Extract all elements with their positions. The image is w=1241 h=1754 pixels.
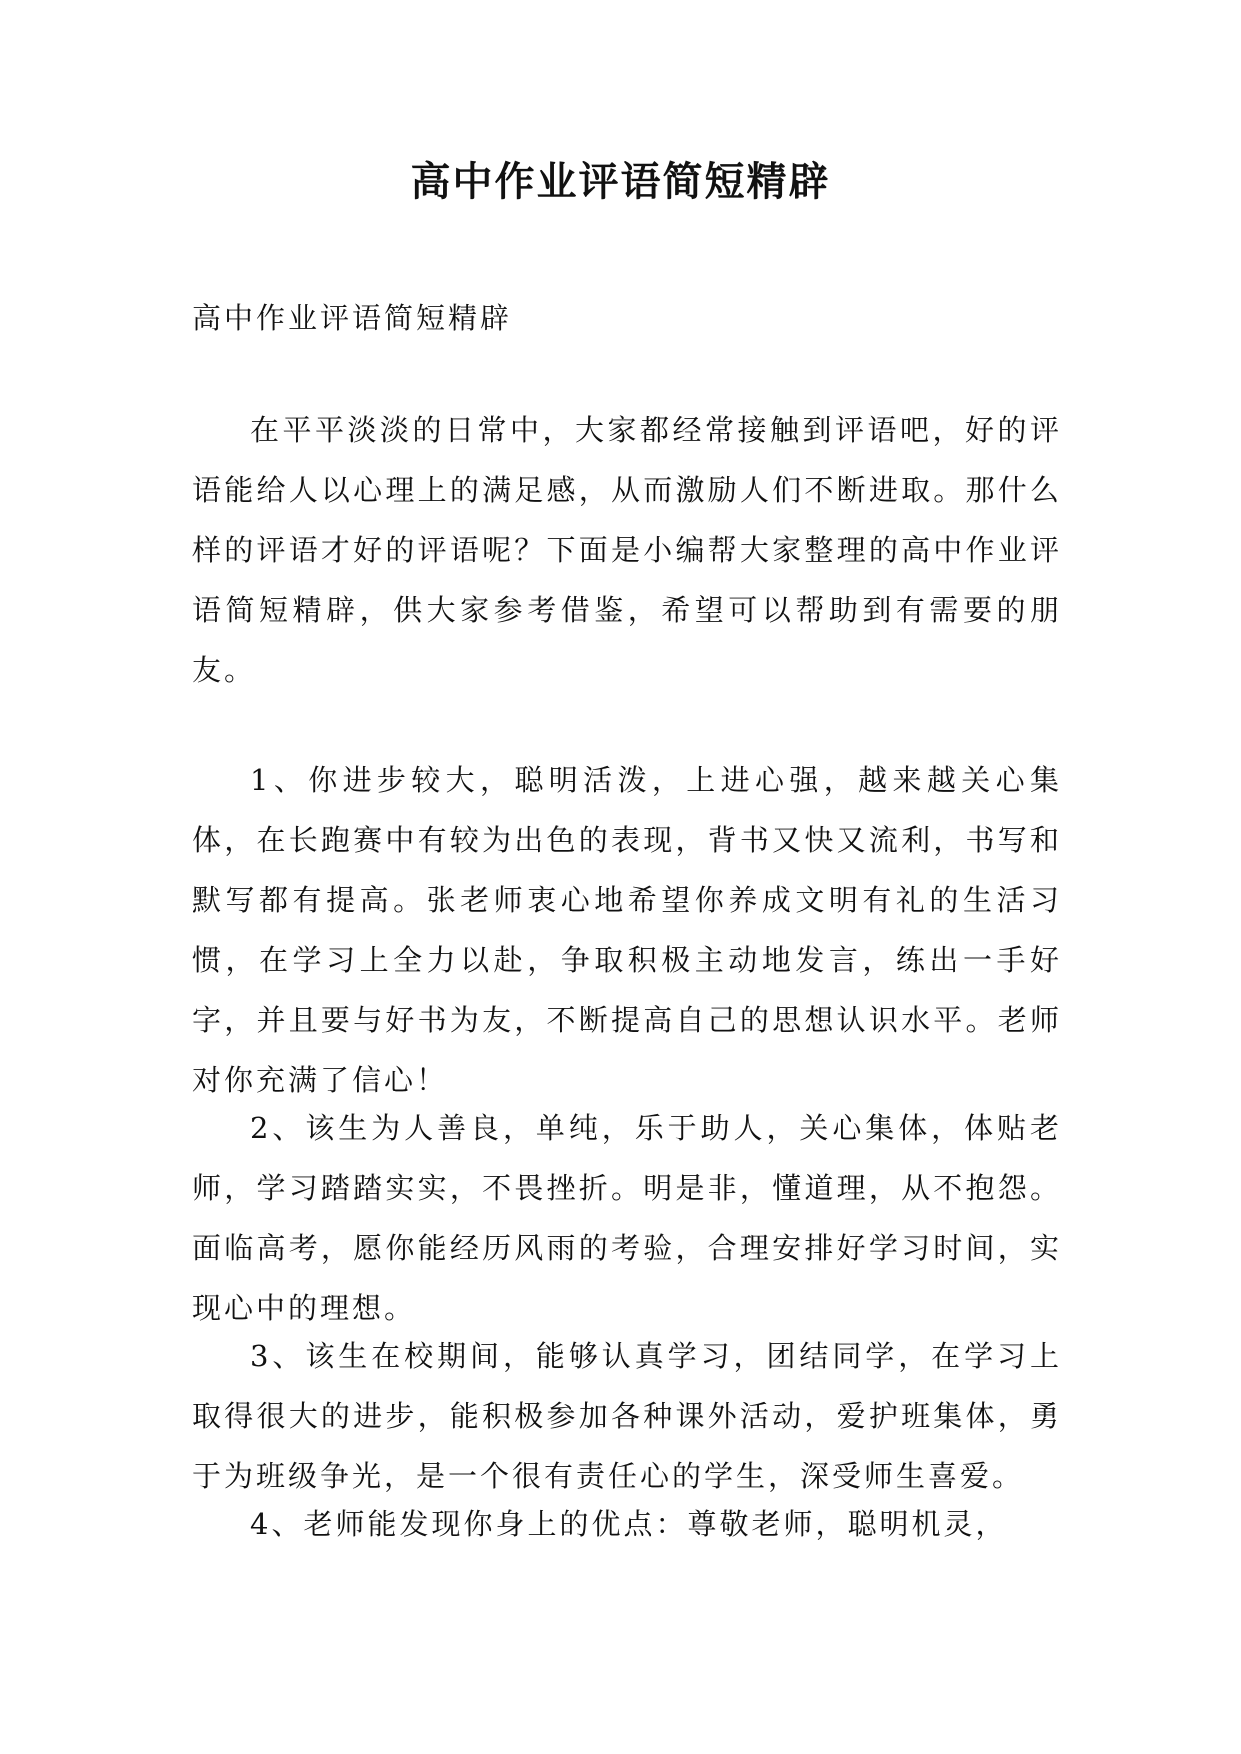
comment-item-1: 1、你进步较大，聪明活泼，上进心强，越来越关心集体，在长跑赛中有较为出色的表现，背书又快又流利，书写和默写都有提高。张老师衷心地希望你养成文明有礼的生活习惯，在学习上全力以赴，争取积极主动地发言，练出一手好字，并且要与好书为友，不断提高自己的思想认识水平。老师对你充满了信心！: [192, 763, 1062, 1097]
document-subtitle: 高中作业评语简短精辟: [192, 301, 513, 335]
comment-item-2: 2、该生为人善良，单纯，乐于助人，关心集体，体贴老师，学习踏踏实实，不畏挫折。明是非，懂道理，从不抱怨。面临高考，愿你能经历风雨的考验，合理安排好学习时间，实现心中的理想。: [192, 1111, 1062, 1325]
comment-item-3: 3、该生在校期间，能够认真学习，团结同学，在学习上取得很大的进步，能积极参加各种课外活动，爱护班集体，勇于为班级争光，是一个很有责任心的学生，深受师生喜爱。: [192, 1339, 1062, 1493]
intro-paragraph: 在平平淡淡的日常中，大家都经常接触到评语吧，好的评语能给人以心理上的满足感，从而激励人们不断进取。那什么样的评语才好的评语呢？下面是小编帮大家整理的高中作业评语简短精辟，供大家参考借鉴，希望可以帮助到有需要的朋友。: [192, 413, 1062, 687]
document-title: 高中作业评语简短精辟: [410, 158, 831, 205]
comment-item-4: 4、老师能发现你身上的优点：尊敬老师，聪明机灵，: [250, 1507, 1008, 1541]
